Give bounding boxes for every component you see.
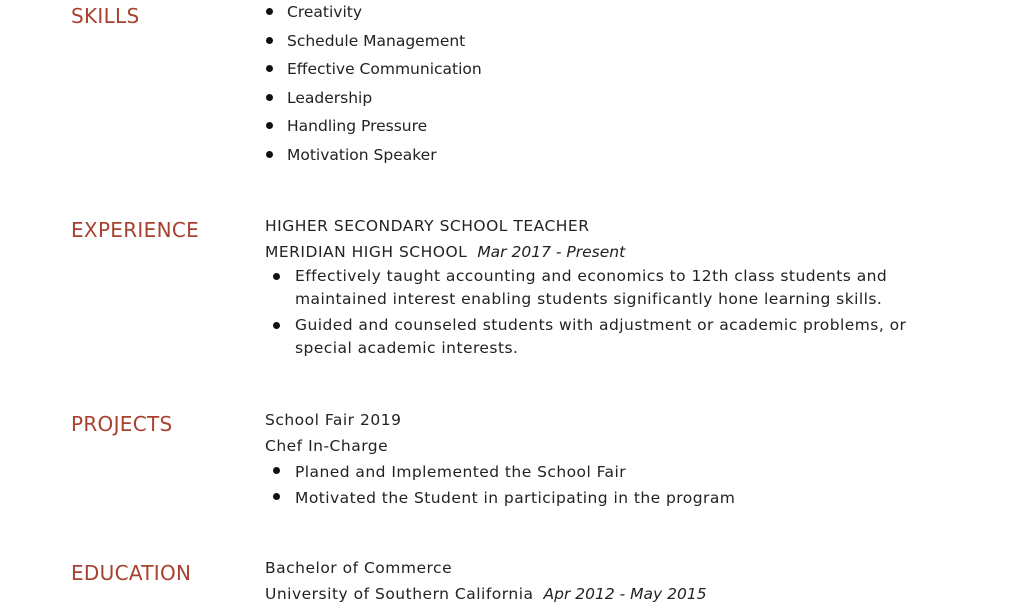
school-name: University of Southern California [265, 585, 534, 603]
job-title: HIGHER SECONDARY SCHOOL TEACHER [265, 217, 590, 235]
projects-section [265, 407, 735, 511]
list-item: Effectively taught accounting and economics to 12th class students and maintained interest enabling students significantly hone learning skills. [265, 265, 955, 311]
education-date: Apr 2012 - May 2015 [543, 585, 707, 603]
experience-section [265, 213, 965, 360]
company-name: MERIDIAN HIGH SCHOOL [265, 243, 468, 261]
project-role: Chef In-Charge [265, 437, 389, 455]
list-item: Leadership [265, 84, 482, 113]
projects-heading: PROJECTS [71, 412, 173, 436]
list-item: Motivated the Student in participating in the program [265, 485, 735, 511]
education-heading: EDUCATION [71, 561, 192, 585]
experience-heading: EXPERIENCE [71, 218, 200, 242]
list-item: Motivation Speaker [265, 141, 482, 170]
list-item: Guided and counseled students with adjustment or academic problems, or special academic interests. [265, 314, 955, 360]
degree: Bachelor of Commerce [265, 559, 453, 577]
list-item: Handling Pressure [265, 112, 482, 141]
list-item: Creativity [265, 0, 482, 27]
project-name: School Fair 2019 [265, 411, 402, 429]
education-section [265, 555, 707, 607]
skills-list [265, 0, 482, 170]
list-item: Planed and Implemented the School Fair [265, 459, 735, 485]
job-date: Mar 2017 - Present [477, 243, 626, 261]
list-item: Schedule Management [265, 27, 482, 56]
skills-heading: SKILLS [71, 4, 140, 28]
list-item: Effective Communication [265, 55, 482, 84]
